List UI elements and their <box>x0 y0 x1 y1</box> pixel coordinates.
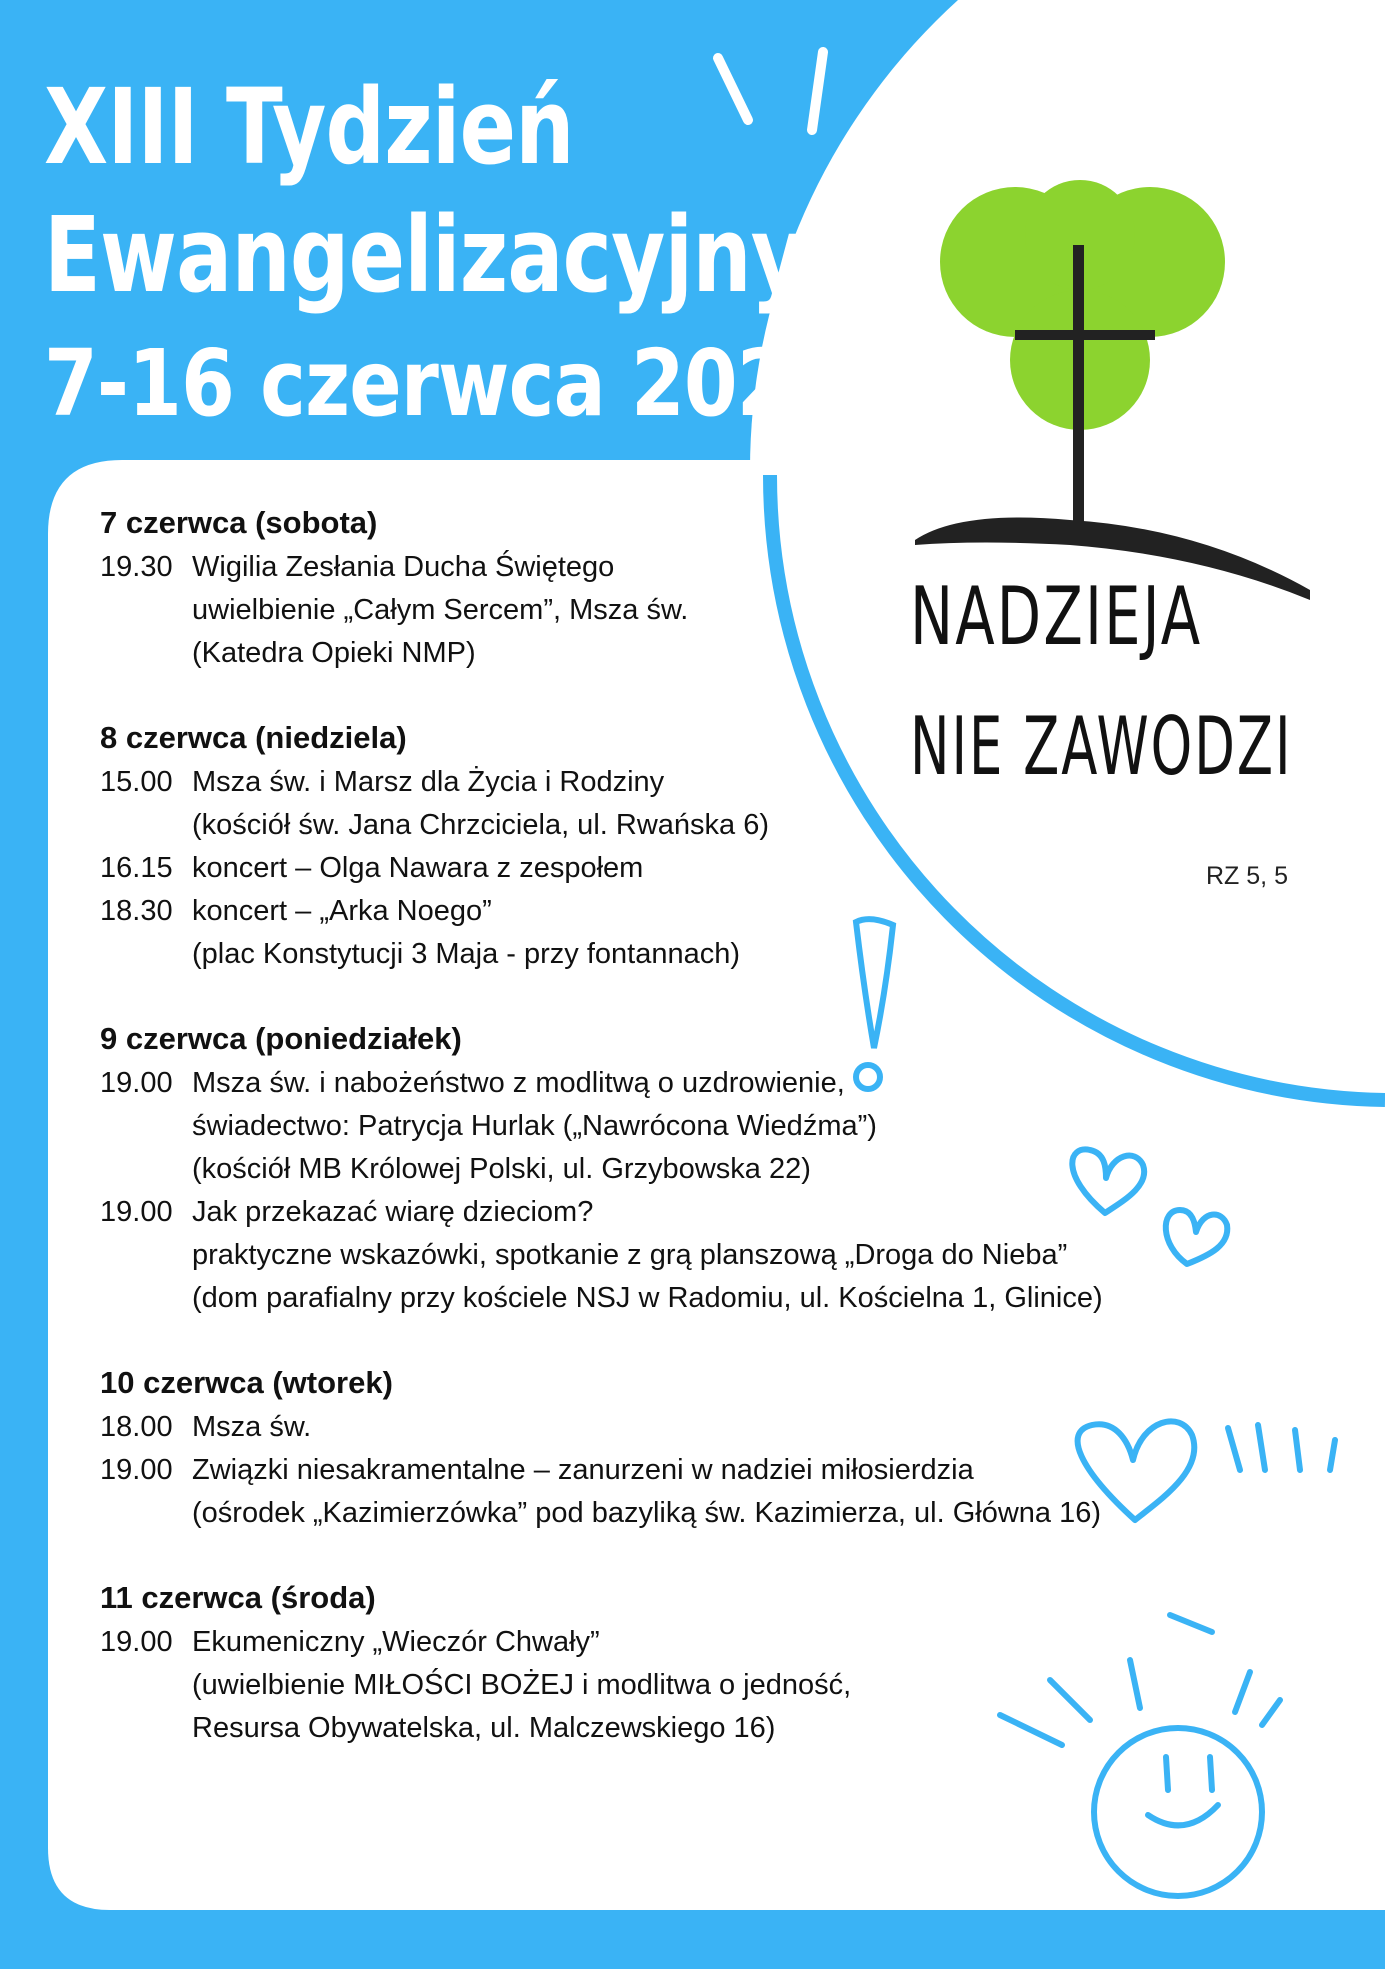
event-title: Wigilia Zesłania Ducha Świętego <box>192 551 615 583</box>
event-item <box>100 1449 1260 1535</box>
day-block <box>100 1575 1260 1750</box>
event-detail: (Katedra Opieki NMP) <box>192 637 476 669</box>
day-heading: 8 czerwca (niedziela) <box>100 720 407 755</box>
event-time: 18.00 <box>100 1411 173 1443</box>
event-time: 19.00 <box>100 1454 173 1486</box>
day-heading: 10 czerwca (wtorek) <box>100 1365 393 1400</box>
event-detail: (ośrodek „Kazimierzówka” pod bazyliką św. Kazimierza, ul. Główna 16) <box>192 1497 1102 1529</box>
schedule <box>100 500 1260 1790</box>
event-detail: (kościół MB Królowej Polski, ul. Grzybowska 22) <box>192 1153 811 1185</box>
day-heading: 11 czerwca (środa) <box>100 1580 376 1615</box>
logo-line-2: NIE ZAWODZI <box>910 700 1293 793</box>
scripture-reference: RZ 5, 5 <box>1206 862 1288 890</box>
event-item <box>100 1406 1260 1449</box>
event-dates: 7-16 czerwca 2025 r. <box>44 330 924 437</box>
day-block <box>100 500 1260 675</box>
event-title: koncert – „Arka Noego” <box>192 895 492 927</box>
event-title: Jak przekazać wiarę dzieciom? <box>192 1196 594 1228</box>
event-title: Msza św. i nabożeństwo z modlitwą o uzdrowienie, <box>192 1067 845 1099</box>
event-detail: (kościół św. Jana Chrzciciela, ul. Rwańska 6) <box>192 809 769 841</box>
event-title: Msza św. <box>192 1411 312 1443</box>
title-line-1: XIII Tydzień <box>44 66 574 188</box>
event-detail: praktyczne wskazówki, spotkanie z grą planszową „Droga do Nieba” <box>192 1239 1068 1271</box>
day-heading: 9 czerwca (poniedziałek) <box>100 1021 462 1056</box>
event-item <box>100 890 1260 976</box>
event-item <box>100 1621 1260 1750</box>
logo-line-1: NADZIEJA <box>910 570 1203 663</box>
event-detail: (plac Konstytucji 3 Maja - przy fontannach) <box>192 938 741 970</box>
event-detail: (uwielbienie MIŁOŚCI BOŻEJ i modlitwa o jedność, <box>192 1669 852 1701</box>
event-time: 18.30 <box>100 895 173 927</box>
event-title: koncert – Olga Nawara z zespołem <box>192 852 644 884</box>
event-item <box>100 546 1260 675</box>
event-item <box>100 847 1260 890</box>
event-time: 15.00 <box>100 766 173 798</box>
event-title: Msza św. i Marsz dla Życia i Rodziny <box>192 766 665 798</box>
event-time: 19.00 <box>100 1626 173 1658</box>
event-title: Ekumeniczny „Wieczór Chwały” <box>192 1626 600 1658</box>
event-detail: (dom parafialny przy kościele NSJ w Radomiu, ul. Kościelna 1, Glinice) <box>192 1282 1103 1314</box>
title-line-2: Ewangelizacyjny <box>44 194 805 316</box>
day-heading: 7 czerwca (sobota) <box>100 505 378 540</box>
event-detail: Resursa Obywatelska, ul. Malczewskiego 16) <box>192 1712 776 1744</box>
event-item <box>100 761 1260 847</box>
event-time: 19.00 <box>100 1196 173 1228</box>
day-block <box>100 1360 1260 1535</box>
event-title: Związki niesakramentalne – zanurzeni w nadziei miłosierdzia <box>192 1454 974 1486</box>
event-time: 19.00 <box>100 1067 173 1099</box>
event-item <box>100 1062 1260 1191</box>
day-block <box>100 715 1260 976</box>
event-time: 16.15 <box>100 852 173 884</box>
event-item <box>100 1191 1260 1320</box>
event-detail: świadectwo: Patrycja Hurlak („Nawrócona Wiedźma”) <box>192 1110 877 1142</box>
event-time: 19.30 <box>100 551 173 583</box>
event-detail: uwielbienie „Całym Sercem”, Msza św. <box>192 594 689 626</box>
day-block <box>100 1016 1260 1320</box>
